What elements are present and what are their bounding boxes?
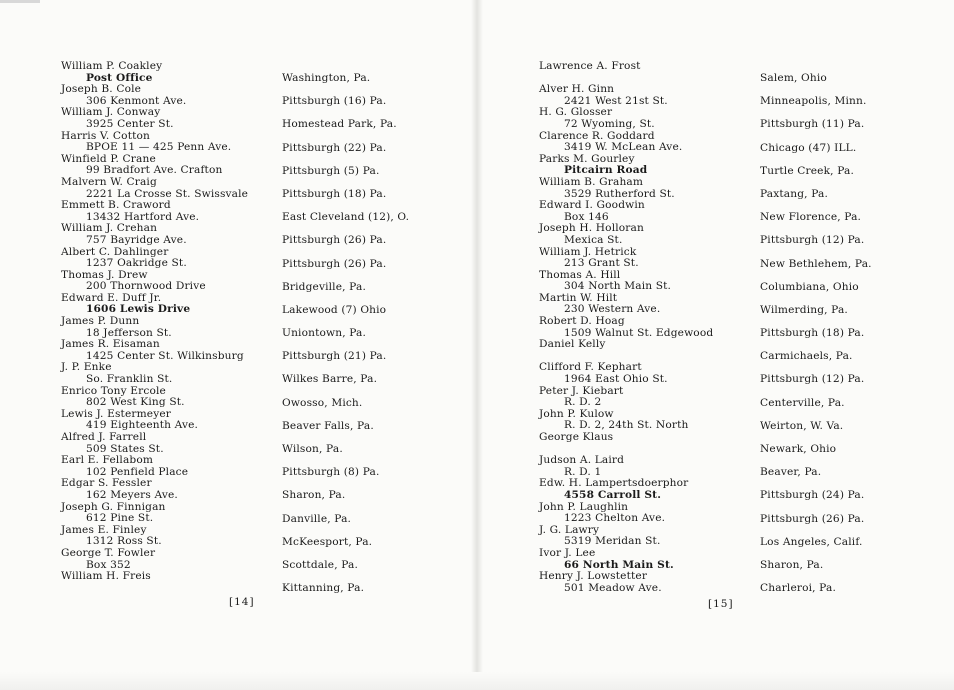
member-name: Winfield P. Crane	[61, 152, 156, 165]
member-name: Joseph H. Holloran	[539, 222, 644, 235]
city-entry: Owosso, Mich.	[282, 396, 363, 409]
city-entry: Chicago (47) ILL.	[760, 141, 857, 154]
city-entry: Uniontown, Pa.	[282, 327, 367, 340]
member-name: Daniel Kelly	[539, 338, 606, 351]
address-line: 1425 Center St. Wilkinsburg	[86, 349, 244, 362]
address-line: 509 States St.	[86, 442, 164, 455]
member-name: James R. Eisaman	[61, 338, 160, 351]
city-entry: Paxtang, Pa.	[760, 187, 828, 200]
address-line: Box 352	[86, 558, 131, 571]
address-line: 304 North Main St.	[564, 280, 672, 293]
member-name: Peter J. Kiebart	[539, 384, 624, 397]
member-name: Edward E. Duff Jr.	[61, 291, 162, 304]
city-entry: Pittsburgh (26) Pa.	[282, 257, 387, 270]
city-entry: McKeesport, Pa.	[282, 535, 373, 548]
city-entry: Sharon, Pa.	[282, 489, 346, 502]
address-line: 3419 W. McLean Ave.	[564, 141, 683, 154]
member-name: Robert D. Hoag	[539, 315, 625, 328]
city-entry: Wilkes Barre, Pa.	[282, 373, 378, 386]
member-name: Parks M. Gourley	[539, 152, 635, 165]
member-name: J. G. Lawry	[539, 523, 600, 536]
member-name: William B. Graham	[539, 175, 644, 188]
address-line: 18 Jefferson St.	[86, 326, 172, 339]
member-name: William H. Freis	[61, 570, 151, 583]
member-name: Edward I. Goodwin	[539, 199, 645, 212]
address-line: 13432 Hartford Ave.	[86, 210, 200, 223]
address-line: 612 Pine St.	[86, 512, 154, 525]
address-line: 1223 Chelton Ave.	[564, 512, 666, 525]
member-name: Clarence R. Goddard	[539, 129, 655, 142]
address-line: R. D. 2	[564, 396, 602, 409]
address-line: 66 North Main St.	[564, 558, 674, 571]
city-entry: Centerville, Pa.	[760, 396, 845, 409]
member-name: Emmett B. Craword	[61, 199, 171, 212]
address-line: Box 146	[564, 210, 609, 223]
city-entry: Pittsburgh (8) Pa.	[282, 466, 380, 479]
city-entry: Pittsburgh (22) Pa.	[282, 141, 387, 154]
address-line: 419 Eighteenth Ave.	[86, 419, 199, 432]
left-names-column	[61, 61, 248, 583]
address-line: So. Franklin St.	[86, 373, 173, 386]
address-line: BPOE 11 — 425 Penn Ave.	[86, 141, 232, 154]
address-line: Post Office	[86, 71, 153, 84]
city-entry: Los Angeles, Calif.	[760, 535, 863, 548]
city-entry: Pittsburgh (12) Pa.	[760, 234, 865, 247]
city-entry: Pittsburgh (18) Pa.	[760, 327, 865, 340]
member-name: William J. Hetrick	[539, 245, 637, 258]
city-entry: Wilmerding, Pa.	[760, 303, 848, 316]
member-name: John P. Kulow	[539, 407, 614, 420]
city-entry: Carmichaels, Pa.	[760, 350, 853, 363]
city-entry: Salem, Ohio	[760, 72, 827, 84]
address-line: 4558 Carroll St.	[564, 488, 662, 501]
member-name: William J. Conway	[61, 106, 161, 119]
city-entry: Wilson, Pa.	[282, 443, 343, 455]
member-name: Enrico Tony Ercole	[61, 384, 166, 397]
right-cities-column	[760, 67, 872, 600]
member-name: Alver H. Ginn	[539, 83, 615, 96]
address-line: 5319 Meridan St.	[564, 535, 661, 548]
member-name: Joseph B. Cole	[61, 83, 142, 96]
member-name: J. P. Enke	[61, 361, 112, 374]
city-entry: New Bethlehem, Pa.	[760, 257, 872, 270]
address-line: Pitcairn Road	[564, 164, 648, 177]
address-line: 2221 La Crosse St. Swissvale	[86, 187, 249, 200]
address-line: 306 Kenmont Ave.	[86, 94, 187, 107]
city-entry: Pittsburgh (24) Pa.	[760, 489, 865, 502]
city-entry: Bridgeville, Pa.	[282, 280, 366, 293]
city-entry: Kittanning, Pa.	[282, 582, 365, 595]
city-entry: Pittsburgh (26) Pa.	[282, 234, 387, 247]
member-name: Thomas A. Hill	[539, 268, 621, 281]
city-entry: Pittsburgh (16) Pa.	[282, 95, 387, 108]
address-line: 1237 Oakridge St.	[86, 257, 187, 270]
left-cities-column	[282, 67, 409, 600]
city-entry: Pittsburgh (12) Pa.	[760, 373, 865, 386]
member-name: Albert C. Dahlinger	[61, 245, 169, 258]
member-name: George Klaus	[539, 431, 614, 443]
member-name: Earl E. Fellabom	[61, 454, 154, 467]
city-entry: Charleroi, Pa.	[760, 582, 836, 595]
city-entry: Homestead Park, Pa.	[282, 118, 397, 131]
page-number: [14]	[229, 596, 255, 608]
right-names-column	[539, 61, 713, 594]
city-entry: Pittsburgh (18) Pa.	[282, 187, 387, 200]
member-name: Alfred J. Farrell	[61, 431, 147, 443]
address-line: 757 Bayridge Ave.	[86, 233, 187, 246]
member-name: William P. Coakley	[61, 60, 163, 72]
address-line: 1606 Lewis Drive	[86, 303, 191, 316]
city-entry: Pittsburgh (26) Pa.	[760, 512, 865, 525]
city-entry: Scottdale, Pa.	[282, 558, 359, 571]
city-entry: Pittsburgh (11) Pa.	[760, 118, 865, 131]
address-line: 3925 Center St.	[86, 117, 174, 130]
city-entry: Minneapolis, Minn.	[760, 95, 867, 108]
member-name: Harris V. Cotton	[61, 129, 151, 142]
member-name: H. G. Glosser	[539, 106, 613, 119]
member-name: Edw. H. Lampertsdoerphor	[539, 477, 689, 490]
address-line: R. D. 2, 24th St. North	[564, 419, 689, 432]
city-entry: New Florence, Pa.	[760, 211, 862, 224]
city-entry: East Cleveland (12), O.	[282, 211, 410, 224]
address-line: 200 Thornwood Drive	[86, 280, 206, 293]
member-name: James P. Dunn	[61, 315, 140, 328]
city-entry: Washington, Pa.	[282, 72, 371, 84]
member-name: Lewis J. Estermeyer	[61, 407, 171, 420]
member-name: Joseph G. Finnigan	[61, 500, 166, 513]
city-entry: Danville, Pa.	[282, 512, 352, 525]
page-bottom-shadow	[0, 672, 954, 690]
member-name: John P. Laughlin	[539, 500, 629, 513]
address-line: 213 Grant St.	[564, 257, 639, 270]
address-line: 72 Wyoming, St.	[564, 117, 655, 130]
city-entry: Beaver, Pa.	[760, 466, 822, 479]
member-name: Thomas J. Drew	[61, 268, 148, 281]
address-line: 802 West King St.	[86, 396, 185, 409]
address-line: 2421 West 21st St.	[564, 94, 668, 107]
member-name: Edgar S. Fessler	[61, 477, 152, 490]
address-line: 99 Bradfort Ave. Crafton	[86, 164, 223, 177]
member-name: Clifford F. Kephart	[539, 361, 642, 374]
address-line: 1964 East Ohio St.	[564, 373, 668, 386]
city-entry: Sharon, Pa.	[760, 558, 824, 571]
address-line: R. D. 1	[564, 465, 602, 478]
city-entry: Columbiana, Ohio	[760, 280, 859, 293]
member-name: Martin W. Hilt	[539, 291, 618, 304]
address-line: 102 Penfield Place	[86, 465, 189, 478]
city-entry: Weirton, W. Va.	[760, 419, 844, 432]
member-name: Henry J. Lowstetter	[539, 570, 648, 583]
city-entry: Newark, Ohio	[760, 443, 837, 455]
address-line: 162 Meyers Ave.	[86, 488, 178, 501]
member-name: Ivor J. Lee	[539, 546, 596, 559]
member-name: James E. Finley	[61, 523, 147, 536]
member-name: Judson A. Laird	[539, 454, 625, 467]
member-name: Malvern W. Craig	[61, 175, 157, 188]
address-line: 1509 Walnut St. Edgewood	[564, 326, 714, 339]
address-line: 230 Western Ave.	[564, 303, 661, 316]
address-line: Mexica St.	[564, 233, 623, 246]
city-entry: Beaver Falls, Pa.	[282, 419, 374, 432]
member-name: Lawrence A. Frost	[539, 60, 641, 72]
city-entry: Turtle Creek, Pa.	[760, 164, 854, 177]
member-name: George T. Fowler	[61, 546, 156, 559]
right-page	[477, 0, 954, 690]
address-line: 3529 Rutherford St.	[564, 187, 675, 200]
address-line: 1312 Ross St.	[86, 535, 162, 548]
address-line: 501 Meadow Ave.	[564, 581, 662, 594]
city-entry: Lakewood (7) Ohio	[282, 303, 387, 316]
page-number: [15]	[708, 598, 734, 610]
city-entry: Pittsburgh (5) Pa.	[282, 164, 380, 177]
city-entry: Pittsburgh (21) Pa.	[282, 350, 387, 363]
member-name: William J. Crehan	[61, 222, 158, 235]
